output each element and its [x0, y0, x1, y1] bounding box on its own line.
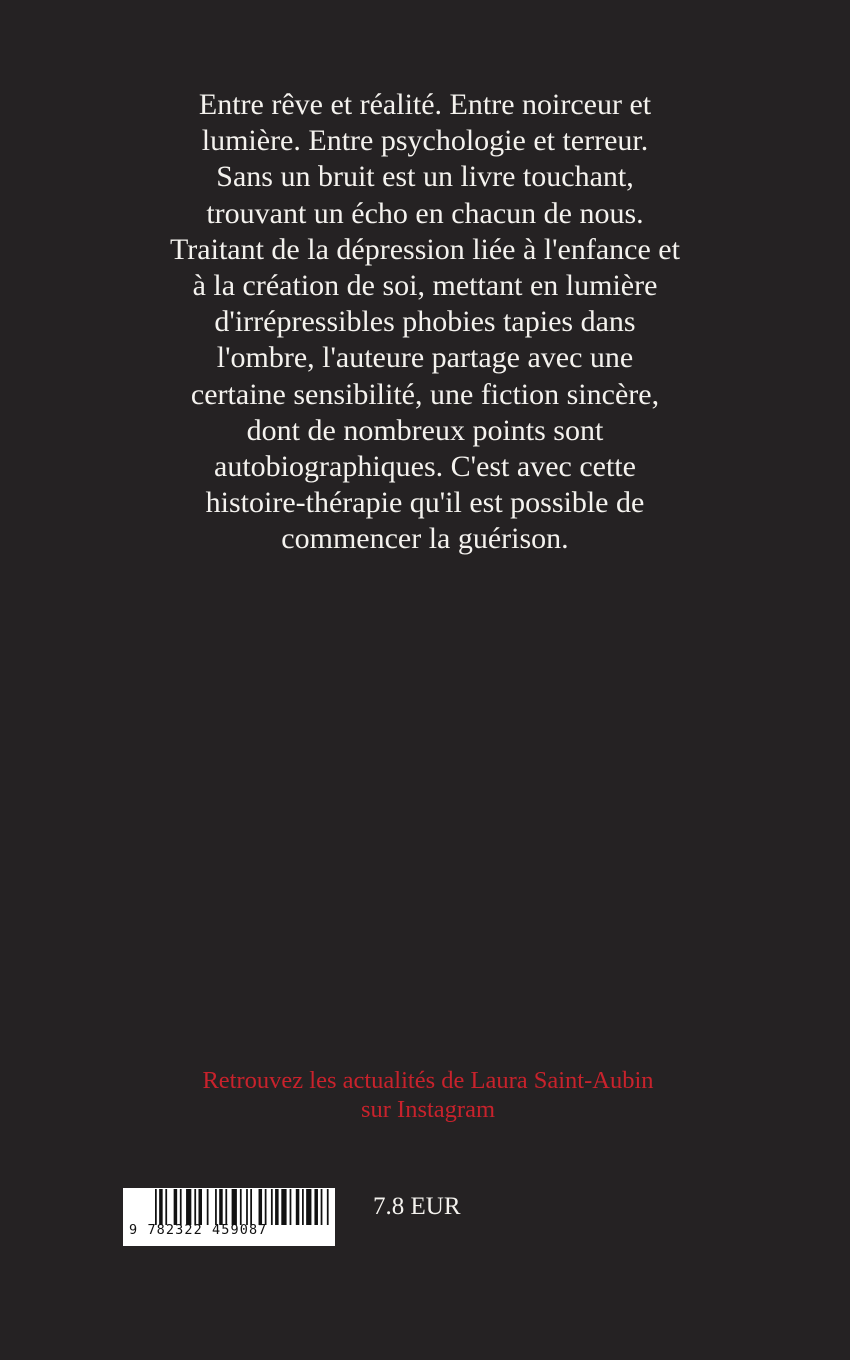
blurb-line: certaine sensibilité, une fiction sincère, — [190, 377, 660, 411]
barcode-bar — [321, 1189, 323, 1225]
barcode-bar — [302, 1189, 304, 1225]
barcode-bar — [207, 1189, 209, 1225]
barcode-bar — [314, 1189, 318, 1225]
barcode-bar — [240, 1189, 242, 1225]
barcode-bar — [165, 1189, 167, 1225]
back-cover-blurb — [0, 87, 850, 558]
barcode-bar — [155, 1189, 157, 1225]
blurb-line: d'irrépressibles phobies tapies dans — [214, 305, 636, 339]
barcode-bar — [232, 1189, 237, 1225]
barcode-bar — [259, 1189, 263, 1225]
instagram-promo — [0, 1066, 850, 1124]
barcode-bar — [327, 1189, 329, 1225]
price: 7.8 EUR — [373, 1193, 461, 1220]
barcode-bar — [174, 1189, 178, 1225]
blurb-line: Traitant de la dépression liée à l'enfance et — [170, 232, 680, 266]
blurb-line: commencer la guérison. — [281, 522, 569, 556]
barcode-bar — [306, 1189, 311, 1225]
blurb-line: à la création de soi, mettant en lumière — [192, 269, 658, 303]
barcode-number: 9 782322 459087 — [129, 1222, 268, 1238]
barcode-bar — [246, 1189, 248, 1225]
blurb-line: dont de nombreux points sont — [246, 413, 604, 447]
barcode-bar — [281, 1189, 286, 1225]
barcode-bar — [186, 1189, 191, 1225]
blurb-line: Sans un bruit est un livre touchant, — [216, 160, 634, 194]
barcode-bar — [290, 1189, 292, 1225]
blurb-line: trouvant un écho en chacun de nous. — [206, 196, 644, 230]
barcode-bar — [250, 1189, 252, 1225]
barcode-bars — [155, 1189, 331, 1225]
barcode-bar — [198, 1189, 202, 1225]
barcode-bar — [296, 1189, 300, 1225]
blurb-line: autobiographiques. C'est avec cette — [214, 450, 636, 484]
barcode-bar — [194, 1189, 196, 1225]
barcode-bar — [275, 1189, 279, 1225]
blurb-line: histoire-thérapie qu'il est possible de — [205, 486, 645, 520]
barcode-bar — [180, 1189, 182, 1225]
barcode-bar — [215, 1189, 217, 1225]
barcode-bar — [159, 1189, 163, 1225]
barcode-bar — [225, 1189, 227, 1225]
barcode-bar — [265, 1189, 267, 1225]
barcode-bar — [271, 1189, 273, 1225]
blurb-line: lumière. Entre psychologie et terreur. — [201, 124, 649, 158]
isbn-barcode — [123, 1188, 335, 1246]
barcode-bar — [219, 1189, 223, 1225]
promo-line-1: Retrouvez les actualités de Laura Saint-Aubin — [202, 1067, 654, 1094]
promo-line-2: sur Instagram — [360, 1096, 496, 1123]
blurb-line: Entre rêve et réalité. Entre noirceur et — [198, 88, 652, 121]
blurb-line: l'ombre, l'auteure partage avec une — [216, 341, 634, 375]
